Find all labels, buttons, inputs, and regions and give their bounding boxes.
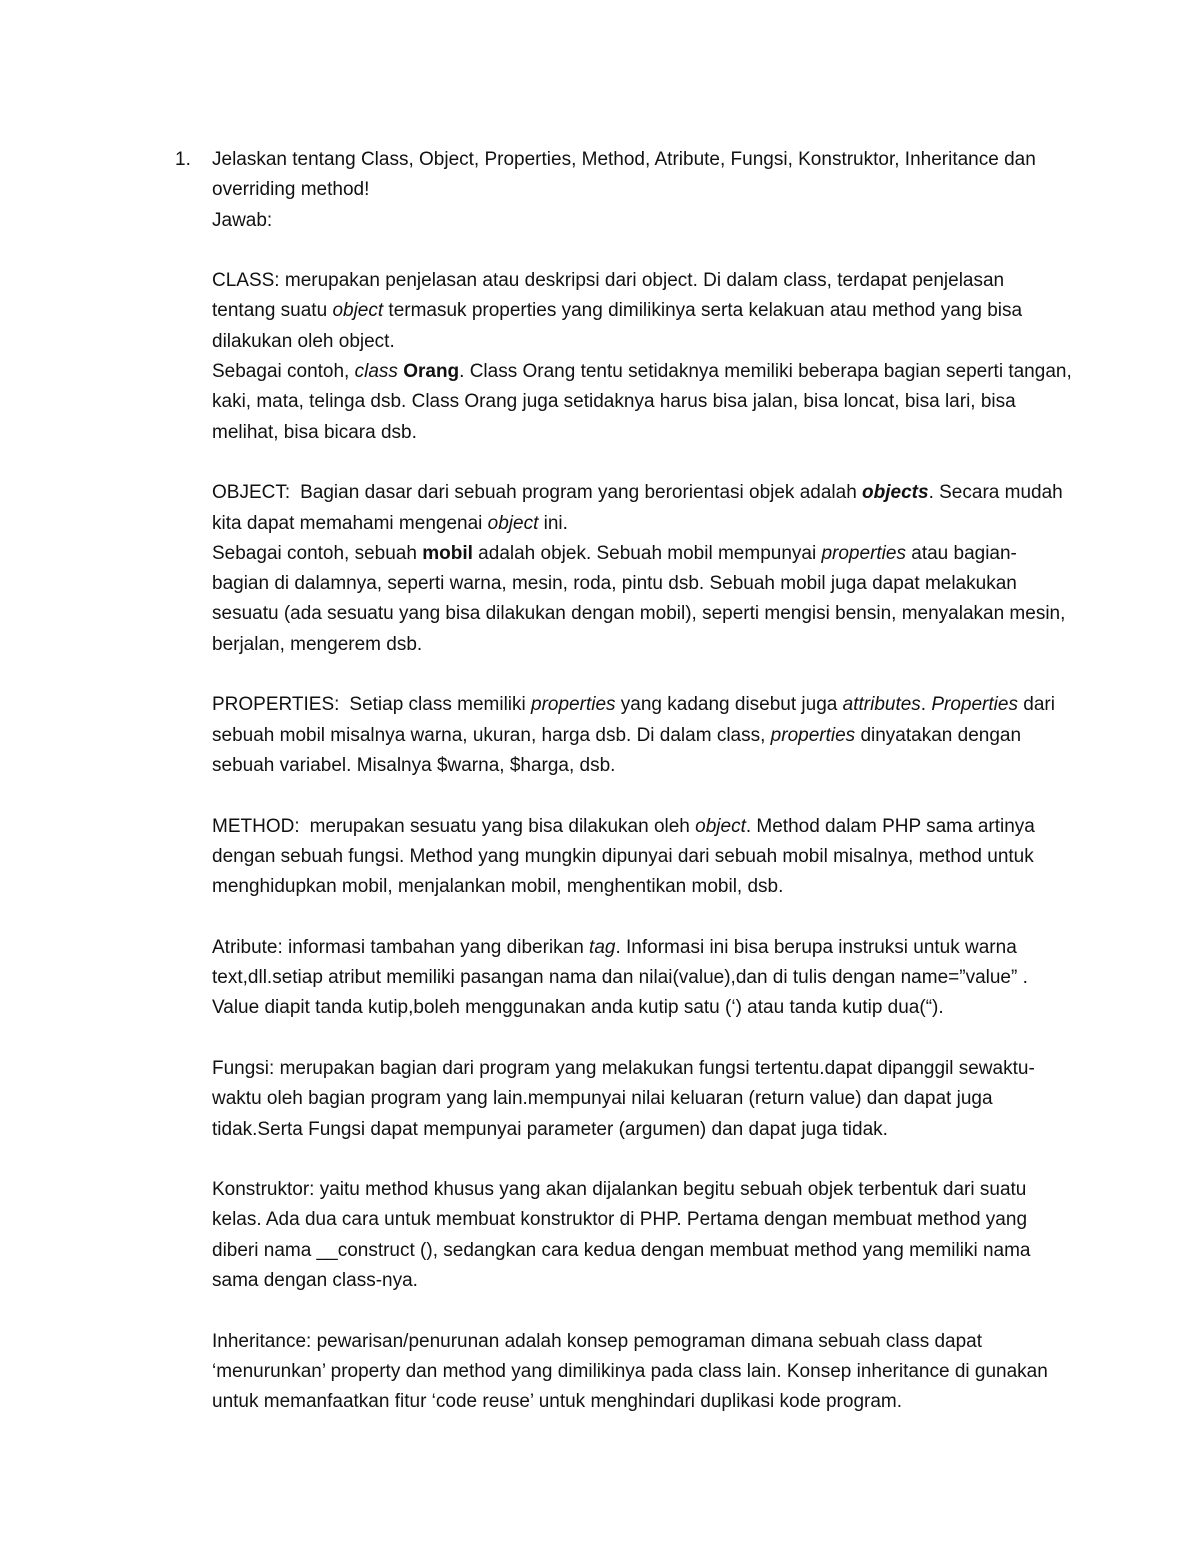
text-span: merupakan sesuatu yang bisa dilakukan oleh [309, 815, 696, 837]
text-span: Sebagai contoh, sebuah [212, 542, 423, 564]
method-label: METHOD: [212, 815, 300, 837]
text-span: . Class Orang tentu setidaknya memiliki beberapa bagian seperti tangan, kaki, mata, telinga dsb. Class Orang juga setidaknya harus bisa jalan, bisa loncat, bisa lari, bisa melihat, bisa bicara dsb. [212, 361, 1072, 443]
text-span: termasuk properties yang dimilikinya serta kelakuan atau method yang bisa dilakukan oleh object. [212, 300, 1023, 352]
class-paragraph [212, 266, 1072, 357]
text-span: . Informasi ini bisa berupa instruksi untuk warna text,dll.setiap atribut memiliki pasangan nama dan nilai(value),dan di tulis dengan name=”value” . Value diapit tanda kutip,boleh menggunakan anda kutip satu (‘) atau tanda kutip dua(“). [212, 936, 1028, 1019]
answer-label: Jawab: [212, 209, 273, 231]
text-span: yang kadang disebut juga [615, 694, 843, 716]
text-span: dinyatakan dengan sebuah variabel. Misalnya $warna, $harga, dsb. [212, 724, 1022, 776]
text-span: object [695, 815, 746, 837]
text-span: merupakan penjelasan atau deskripsi dari object. Di dalam class, terdapat penjelasan tentang suatu [212, 270, 1005, 322]
class-example-paragraph [212, 357, 1072, 448]
class-label: CLASS: [212, 270, 280, 292]
text-span: . Method dalam PHP sama artinya dengan sebuah fungsi. Method yang mungkin dipunyai dari sebuah mobil misalnya, method untuk menghidupkan mobil, menjalankan mobil, menghentikan mobil, dsb. [212, 815, 1035, 898]
properties-label: PROPERTIES: [212, 694, 340, 716]
method-paragraph [212, 812, 1072, 903]
atribute-paragraph [212, 933, 1072, 1024]
text-span: . [920, 694, 932, 716]
object-paragraph [212, 478, 1072, 539]
text-span: attributes [842, 694, 921, 716]
text-span: object [332, 300, 384, 322]
text-span: class [354, 361, 398, 383]
text-span: dari sebuah mobil misalnya warna, ukuran, harga dsb. Di dalam class, [212, 694, 1055, 746]
text-span: objects [862, 482, 929, 504]
text-span: Setiap class memiliki [349, 694, 532, 716]
properties-paragraph [212, 690, 1072, 781]
text-span: Orang [403, 361, 460, 383]
document-body [212, 145, 1072, 1417]
object-label: OBJECT: [212, 482, 291, 504]
text-span: Bagian dasar dari sebuah program yang berorientasi objek adalah [300, 482, 863, 504]
object-example-paragraph [212, 539, 1072, 660]
text-span: mobil [422, 542, 473, 564]
text-span: object [487, 512, 539, 534]
text-span: ini. [538, 512, 568, 534]
text-span: properties [531, 694, 616, 716]
konstruktor-paragraph: Konstruktor: yaitu method khusus yang akan dijalankan begitu sebuah objek terbentuk dari suatu kelas. Ada dua cara untuk membuat konstruktor di PHP. Pertama dengan membuat method yang diberi nama __construct (), sedangkan cara kedua dengan membuat method yang memiliki nama sama dengan class-nya. [212, 1179, 1031, 1291]
fungsi-paragraph: Fungsi: merupakan bagian dari program yang melakukan fungsi tertentu.dapat dipanggil sewaktu-waktu oleh bagian program yang lain.mempunyai nilai keluaran (return value) dan dapat juga tidak.Serta Fungsi dapat mempunyai parameter (argumen) dan dapat juga tidak. [212, 1057, 1035, 1140]
text-span: Sebagai contoh, [212, 361, 355, 383]
text-span: adalah objek. Sebuah mobil mempunyai [472, 542, 822, 564]
question-text: Jelaskan tentang Class, Object, Properties, Method, Atribute, Fungsi, Konstruktor, Inheritance dan overriding method! [212, 149, 1036, 201]
text-span: properties [821, 542, 906, 564]
text-span: . Secara mudah kita dapat memahami mengenai [212, 482, 1063, 534]
text-span: tag [589, 936, 616, 958]
text-span: properties [770, 724, 856, 746]
text-span: Properties [931, 694, 1018, 716]
text-span: atau bagian-bagian di dalamnya, seperti warna, mesin, roda, pintu dsb. Sebuah mobil juga dapat melakukan sesuatu (ada sesuatu yang bisa dilakukan dengan mobil), seperti mengisi bensin, menyalakan mesin, berjalan, mengerem dsb. [212, 542, 1066, 655]
list-number: 1. [175, 149, 191, 170]
text-span: Atribute: informasi tambahan yang diberikan [212, 936, 590, 958]
inheritance-paragraph: Inheritance: pewarisan/penurunan adalah konsep pemograman dimana sebuah class dapat ‘menurunkan’ property dan method yang dimilikinya pada class lain. Konsep inheritance di gunakan untuk memanfaatkan fitur ‘code reuse’ untuk menghindari duplikasi kode program. [212, 1330, 1048, 1413]
